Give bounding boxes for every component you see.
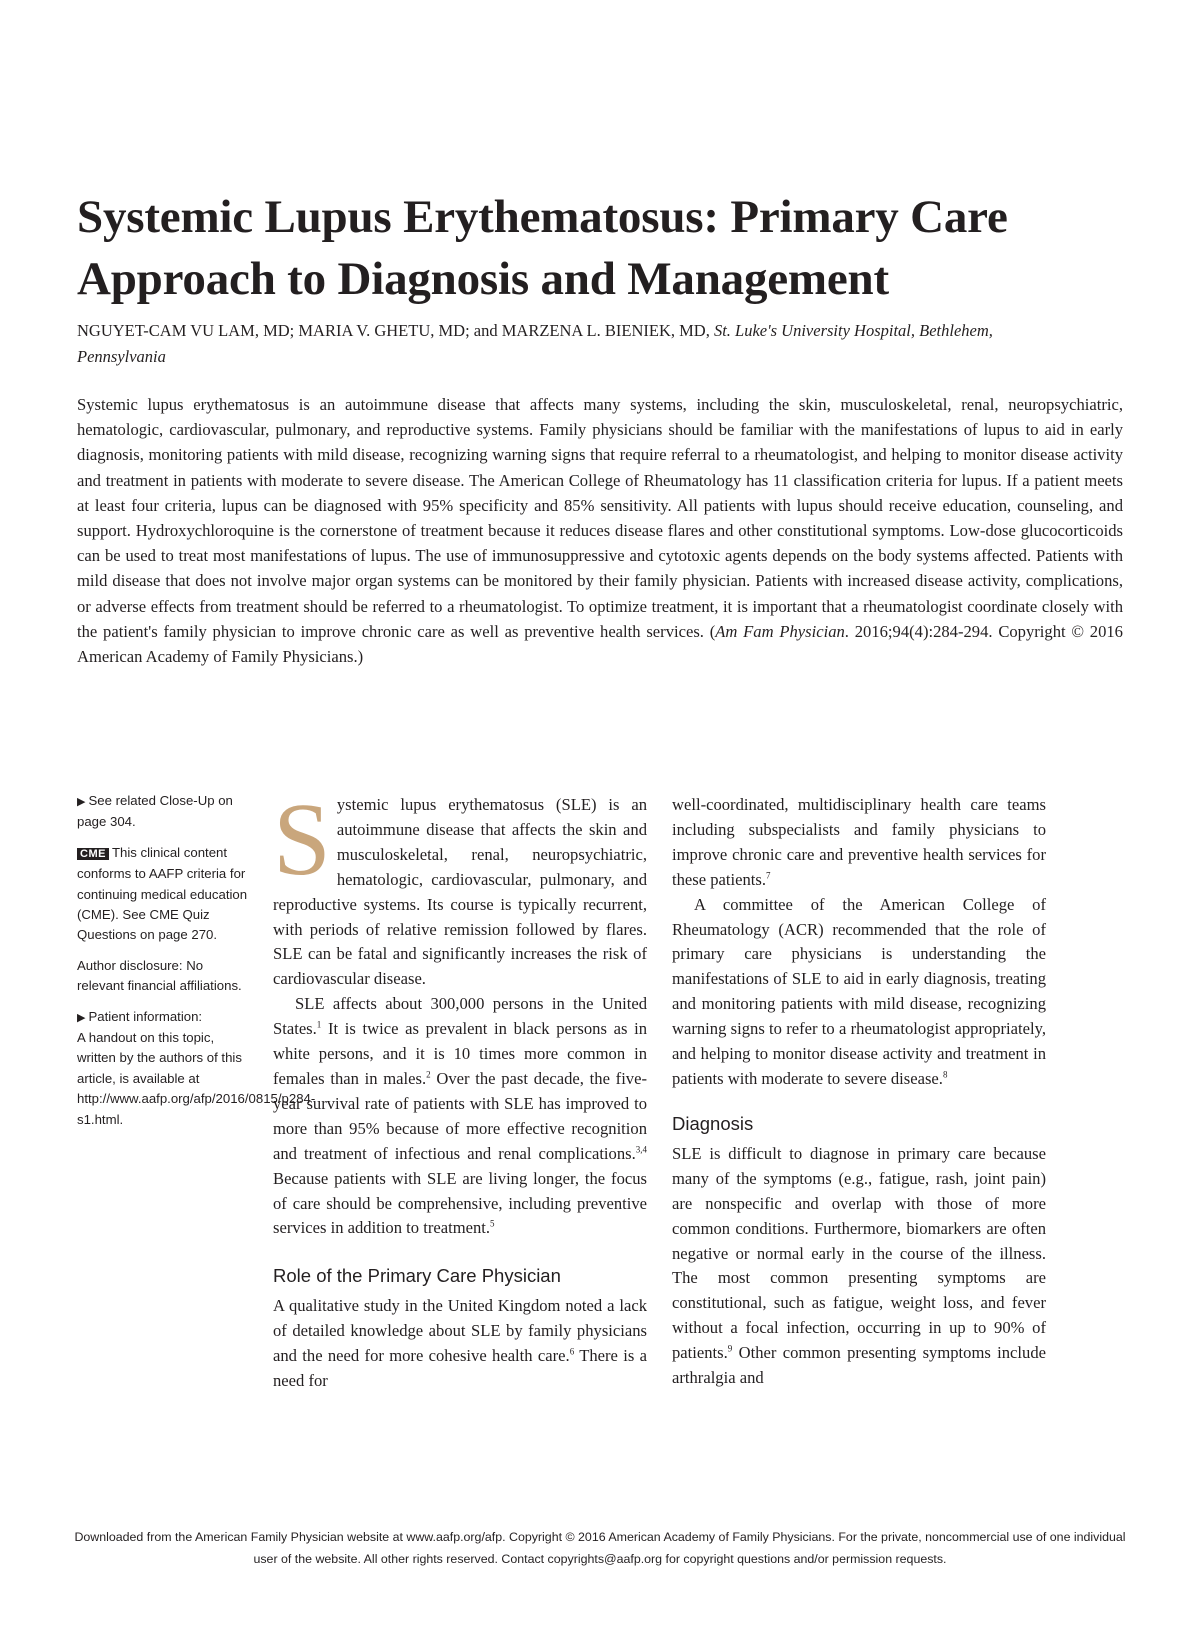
- body-paragraph: A qualitative study in the United Kingdom noted a lack of detailed knowledge about SLE by family physicians and the need for more cohesive health care.$^6$ There is a need for: [273, 1296, 647, 1391]
- closeup-note: [77, 791, 253, 833]
- disclosure-note: Author disclosure: No relevant financial affiliations.: [77, 957, 242, 994]
- reference-marker[interactable]: 3,4: [635, 1144, 647, 1155]
- abstract-journal: Am Fam Physician: [715, 621, 845, 641]
- abstract-citation: . 2016;94(4):284-294. Copyright © 2016 American Academy of Family Physicians.): [77, 621, 1123, 667]
- body-column-left: [273, 782, 647, 1394]
- right-triangle-icon: ▶: [77, 796, 86, 808]
- body-paragraph: A committee of the American College of Rheumatology (ACR) recommended that the role of primary care physicians is understanding the manifestations of SLE to aid in early diagnosis, treating and monitoring patients with mild disease, recognizing warning signs to refer to a rheumatologist appropriately, and helping to monitor disease activity and treatment in patients with moderate to severe disease.$^8$: [672, 894, 1046, 1088]
- author-line: [77, 318, 1077, 370]
- reference-marker[interactable]: 5: [490, 1218, 495, 1229]
- reference-marker[interactable]: 6: [569, 1346, 575, 1357]
- reference-marker[interactable]: 8: [942, 1069, 948, 1080]
- drop-cap: S: [273, 782, 331, 897]
- patient-info-label: Patient information:: [88, 1008, 203, 1024]
- authors: NGUYET-CAM VU LAM, MD; MARIA V. GHETU, MD; and MARZENA L. BIENIEK, MD,: [77, 321, 710, 340]
- reference-marker[interactable]: 1: [316, 1019, 322, 1030]
- body-paragraph: SLE is difficult to diagnose in primary care because many of the symptoms (e.g., fatigue, rash, joint pain) are nonspecific and overlap with those of more common conditions. Furthermore, biomarkers are often negative or normal early in the course of the illness. The most common presenting symptoms are constitutional, such as fatigue, weight loss, and fever without a focal infection, occurring in up to 90% of patients.$^9$ Other common presenting symptoms include arthralgia and: [672, 1143, 1046, 1388]
- body-paragraph: Systemic lupus erythematosus (SLE) is an autoimmune disease that affects the skin and musculoskeletal, renal, neuropsychiatric, hematologic, cardiovascular, pulmonary, and reproductive systems. Its course is typically recurrent, with periods of relative remission followed by flares. SLE can be fatal and significantly increases the risk of cardiovascular disease.: [273, 782, 647, 989]
- affiliation: St. Luke's University Hospital, Bethlehem, Pennsylvania: [77, 321, 993, 366]
- cme-text: This clinical content conforms to AAFP criteria for continuing medical education (CME). See CME Quiz Questions on page 270.: [77, 844, 248, 943]
- cme-badge: CME: [77, 848, 109, 860]
- article-title: Systemic Lupus Erythematosus: Primary Care Approach to Diagnosis and Management: [77, 191, 1008, 305]
- body-paragraph-continued: well-coordinated, multidisciplinary health care teams including subspecialists and family physicians to improve chronic care and preventive health services for these patients.$^7$: [672, 795, 1046, 889]
- abstract-text: Systemic lupus erythematosus is an autoimmune disease that affects many systems, including the skin, musculoskeletal, renal, neuropsychiatric, hematologic, cardiovascular, pulmonary, and reproductive systems. Family physicians should be familiar with the manifestations of lupus to aid in early diagnosis, monitoring patients with mild disease, recognizing warning signs that require referral to a rheumatologist, and helping to monitor disease activity and treatment in patients with moderate to severe disease. The American College of Rheumatology has 11 classification criteria for lupus. If a patient meets at least four criteria, lupus can be diagnosed with 95% specificity and 85% sensitivity. All patients with lupus should receive education, counseling, and support. Hydroxychloroquine is the cornerstone of treatment because it reduces disease flares and other constitutional symptoms. Low-dose glucocorticoids can be used to treat most manifestations of lupus. The use of immunosuppressive and cytotoxic agents depends on the body systems affected. Patients with mild disease that does not involve major organ systems can be monitored by their family physician. Patients with increased disease activity, complications, or adverse effects from treatment should be referred to a rheumatologist. To optimize treatment, it is important that a rheumatologist coordinate closely with the patient's family physician to improve chronic care as well as preventive health services. (: [77, 395, 1123, 641]
- sidebar: [77, 791, 316, 1140]
- patient-info-link[interactable]: A handout on this topic, written by the authors of this article, is available at http://www.aafp.org/afp/2016/0815/p284-s1.html.: [77, 1030, 316, 1127]
- abstract: [77, 392, 1123, 669]
- download-footer: Downloaded from the American Family Physician website at www.aafp.org/afp. Copyright © 2016 American Academy of Family Physicians. For the private, noncommercial use of one individual user of the website. All other rights reserved. Contact copyrights@aafp.org for copyright questions and/or permission requests.: [74, 1530, 1126, 1566]
- body-paragraph: SLE affects about 300,000 persons in the United States.$^1$ It is twice as prevalent in black persons as in white persons, and it is 10 times more common in females than in males.$^2$ Over the past decade, the five-year survival rate of patients with SLE has improved to more than 95% because of more effective recognition and treatment of infectious and renal complications.$^{3,4}$ Because patients with SLE are living longer, the focus of care should be comprehensive, including preventive services in addition to treatment.$^5$: [273, 994, 647, 1238]
- body-continued: There is a need for: [273, 1346, 647, 1391]
- reference-marker[interactable]: 9: [727, 1343, 733, 1354]
- right-triangle-icon: ▶: [77, 1011, 86, 1024]
- reference-marker[interactable]: 2: [426, 1069, 431, 1080]
- reference-marker[interactable]: 7: [766, 870, 771, 881]
- section-heading-role: Role of the Primary Care Physician: [273, 1265, 561, 1287]
- patient-info-note: [77, 1007, 316, 1130]
- closeup-link[interactable]: See related Close-Up on page 304.: [77, 793, 233, 830]
- body-column-right: [672, 793, 1046, 1391]
- section-heading-diagnosis: Diagnosis: [672, 1112, 754, 1134]
- cme-note: [77, 843, 253, 946]
